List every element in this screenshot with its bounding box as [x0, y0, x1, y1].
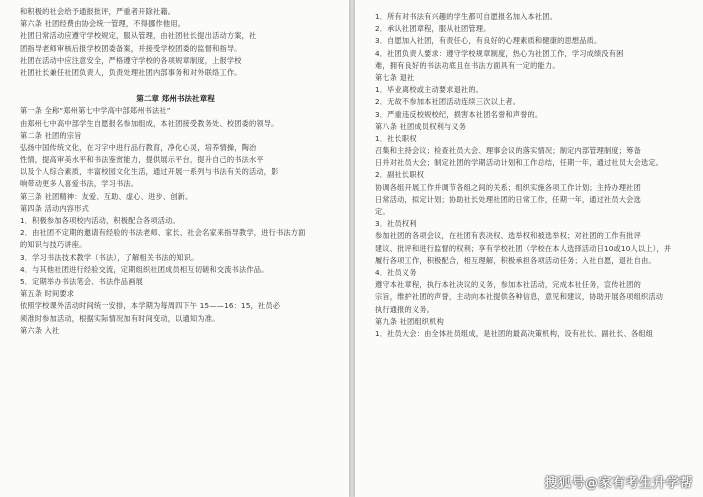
text-line: 3．学习书法技术教学（书法），了解相关书法的知识。 [20, 252, 199, 262]
text-line: 第八条 社团成员权利与义务 [375, 121, 467, 131]
text-line: 以及个人综合素质，丰富校园文化生活，通过开展一系列与书法有关的活动，影 [20, 167, 279, 177]
text-line: 第六条 社团经费由协会统一管理，不得挪作他用。 [20, 19, 186, 29]
text-line: 履行各项工作，积极配合，相互理解，积极承担各项活动任务；入社自愿，退社自由。 [375, 255, 656, 265]
text-line: 协调各组开展工作并调节各组之间的关系；组织实施各项工作计划；主持办理社团 [375, 182, 641, 192]
text-line: 社团日常活动应遵守学校规定，服从管理，由社团社长提出活动方案，社 [20, 31, 257, 41]
text-line: 1．所有对书法有兴趣的学生都可自愿报名加入本社团。 [375, 12, 558, 21]
text-line: 4．社团负责人要求：遵守学校规章制度，热心为社团工作，学习成绩没有困 [375, 48, 624, 58]
text-line: 2．承认社团章程，服从社团管理。 [375, 24, 491, 34]
text-line: 第二条 社团的宗旨 [20, 130, 82, 140]
text-line: 召集和主持会议；检查社员大会、理事会议的落实情况；制定内部管理制度；筹备 [375, 146, 641, 156]
text-line: 社团在活动中应注意安全，严格遵守学校的各项规章制度，上报学校 [20, 55, 242, 65]
text-line: 2．由社团不定期的邀请有经验的书法老师、家长、社会名家来指导教学，进行书法方面 [20, 228, 306, 238]
document-page-right [355, 0, 703, 497]
text-line: 依照学校课外活动时间统一安排，本学期为每周四下午 15——16：15，社员必 [20, 301, 281, 311]
document-page-left [0, 0, 349, 497]
text-line: 第五条 时间要求 [20, 289, 75, 299]
text-line: 遵守本社章程，执行本社决议的义务，参加本社活动，完成本社任务，宣传社团的 [375, 280, 641, 290]
text-line: 日常活动，拟定计划；协助社长处理社团的日常工作，任期一年，通过社员大会选 [375, 194, 641, 204]
text-line: 3．社员权利 [375, 219, 417, 229]
text-line: 1．社长职权 [375, 133, 417, 143]
text-line: 和积极的社会给予通报批评，严重者开除社籍。 [20, 7, 176, 16]
watermark: 搜狐号@家有考生升学帮 [544, 476, 693, 491]
text-line: 响带动更多人喜爱书法，学习书法。 [20, 179, 139, 189]
text-line: 弘扬中国传统文化，在习字中进行品行教育，净化心灵，培养情操，陶冶 [20, 142, 257, 152]
text-line: 定。 [375, 207, 390, 216]
text-line: 1．社员大会：由全体社员组成，是社团的最高决策机构，设有社长、副社长、各组组 [375, 328, 654, 338]
text-line: 第七条 退社 [375, 72, 415, 82]
text-line: 1．毕业离校或主动要求退社的。 [375, 85, 484, 95]
text-line: 第三条 社团精神：友爱、互助、虚心、进步、创新。 [20, 191, 193, 201]
text-line: 第六条 入社 [20, 325, 60, 335]
text-line: 性情，提高审美水平和书法鉴赏能力，提供展示平台，提升自己的书法水平 [20, 155, 264, 165]
text-line: 须准时参加活动，根据实际情况加有时间变动，以通知为准。 [20, 313, 220, 323]
text-line: 日并对社员大会；制定社团的学期活动计划和工作总结，任期一年，通过社员大会选定。 [375, 158, 664, 168]
text-line: 第四条 活动内容形式 [20, 203, 89, 213]
text-line: 1．积极参加各项校内活动，积极配合各项活动。 [20, 216, 180, 225]
text-line: 难，拥有良好的书法功底且在书法方面具有一定的能力。 [375, 60, 560, 70]
text-line: 5．定期举办书法笔会、书法作品画展 [20, 276, 143, 286]
text-line: 宗旨，维护社团的声誉，主动向本社提供各种信息，意见和建议，协助开展各项组织活动 [375, 292, 664, 302]
chapter-title: 第二章 郑州书法社章程 [136, 94, 215, 104]
text-line: 参加社团的各项会议，在社团有表决权、选举权和被选举权；对社团的工作有批评 [375, 231, 641, 241]
text-line: 3．自愿加入社团，有责任心，有良好的心理素质和健康的思想品质。 [375, 36, 602, 46]
text-line: 4．与其他社团进行经验交流，定期组织社团成员相互切磋和交流书法作品。 [20, 264, 269, 274]
text-line: 第九条 社团组织机构 [375, 316, 444, 326]
text-line: 团指导老师审核后报学校团委备案，并接受学校团委的监督和指导。 [20, 43, 242, 53]
text-line: 2．副社长职权 [375, 170, 425, 180]
text-line: 第一条 全称“郑州第七中学高中部郑州书法社” [20, 106, 171, 116]
text-line: 的知识与技巧讲座。 [20, 240, 87, 250]
text-line: 社团社长兼任社团负责人，负责处理社团内部事务和对外联络工作。 [20, 67, 242, 77]
text-line: 执行通报的义务。 [375, 304, 435, 314]
text-line: 2．无故不参加本社团活动连续三次以上者。 [375, 97, 521, 107]
text-line: 3．严重违反校规校纪，损害本社团名誉和声誉的。 [375, 109, 543, 119]
text-line: 建议、批评和进行监督的权利；享有学校社团（学校在本人选择活动日10或10人以上），并 [375, 243, 672, 253]
text-line: 由郑州七中高中部学生自愿报名参加组成，本社团接受教务处、校团委的领导。 [20, 118, 279, 128]
text-line: 4．社员义务 [375, 267, 417, 277]
